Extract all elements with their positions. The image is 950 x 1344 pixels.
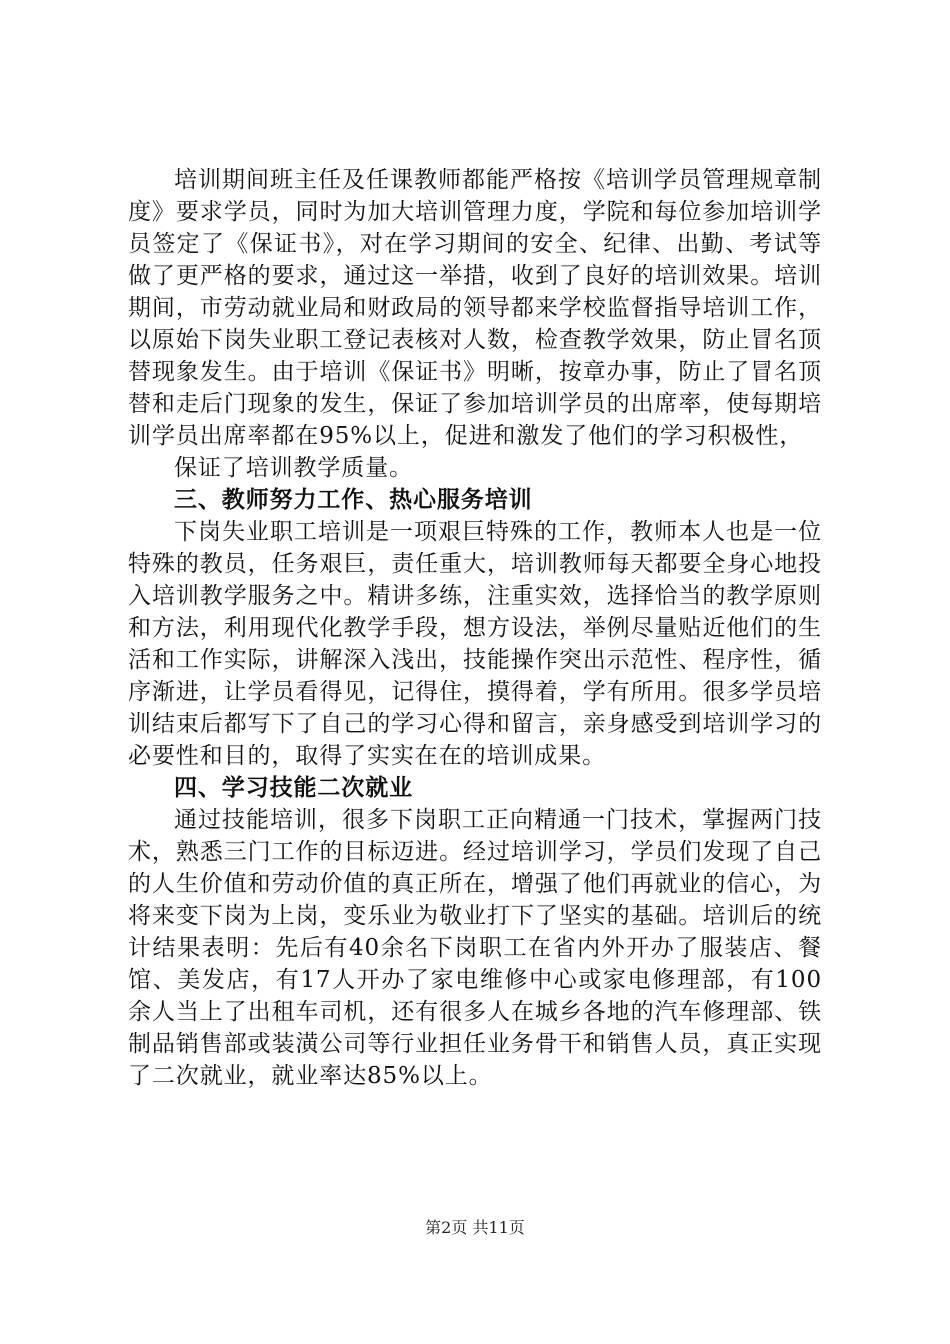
paragraph-attendance: 培训期间班主任及任课教师都能严格按《培训学员管理规章制度》要求学员，同时为加大培训管理力度，学院和每位参加培训学员签定了《保证书》，对在学习期间的安全、纪律、出勤、考试等做了更严格的要求，通过这一举措，收到了良好的培训效果。培训期间，市劳动就业局和财政局的领导都来学校监督指导培训工作，以原始下岗失业职工登记表核对人数，检查教学效果，防止冒名顶替现象发生。由于培训《保证书》明晰，按章办事，防止了冒名顶替和走后门现象的发生，保证了参加培训学员的出席率，使每期培训学员出席率都在95%以上，促进和激发了他们的学习积极性， [128,167,822,449]
paragraph-quality: 保证了培训教学质量。 [174,455,413,481]
paragraph-teachers: 下岗失业职工培训是一项艰巨特殊的工作，教师本人也是一位特殊的教员，任务艰巨，责任重大，培训教师每天都要全身心地投入培训教学服务之中。精讲多练，注重实效，选择恰当的教学原则和方法，利用现代化教学手段，想方设法，举例尽量贴近他们的生活和工作实际，讲解深入浅出，技能操作突出示范性、程序性，循序渐进，让学员看得见，记得住，摸得着，学有所用。很多学员培训结束后都写下了自己的学习心得和留言，亲身感受到培训学习的必要性和目的，取得了实实在在的培训成果。 [128,519,822,769]
page-footer [0,1218,950,1238]
section-heading-employment: 四、学习技能二次就业 [174,775,413,801]
page-number-label: 第2页 共11页 [425,1218,525,1237]
paragraph-employment: 通过技能培训，很多下岗职工正向精通一门技术，掌握两门技术，熟悉三门工作的目标迈进。经过培训学习，学员们发现了自己的人生价值和劳动价值的真正所在，增强了他们再就业的信心，为将来变下岗为上岗，变乐业为敬业打下了坚实的基础。培训后的统计结果表明：先后有40余名下岗职工在省内外开办了服装店、餐馆、美发店，有17人开办了家电维修中心或家电修理部，有100余人当上了出租车司机，还有很多人在城乡各地的汽车修理部、铁制品销售部或装潢公司等行业担任业务骨干和销售人员，真正实现了二次就业，就业率达85%以上。 [128,807,822,1089]
section-heading-teachers: 三、教师努力工作、热心服务培训 [174,487,533,513]
document-body [128,164,822,1092]
